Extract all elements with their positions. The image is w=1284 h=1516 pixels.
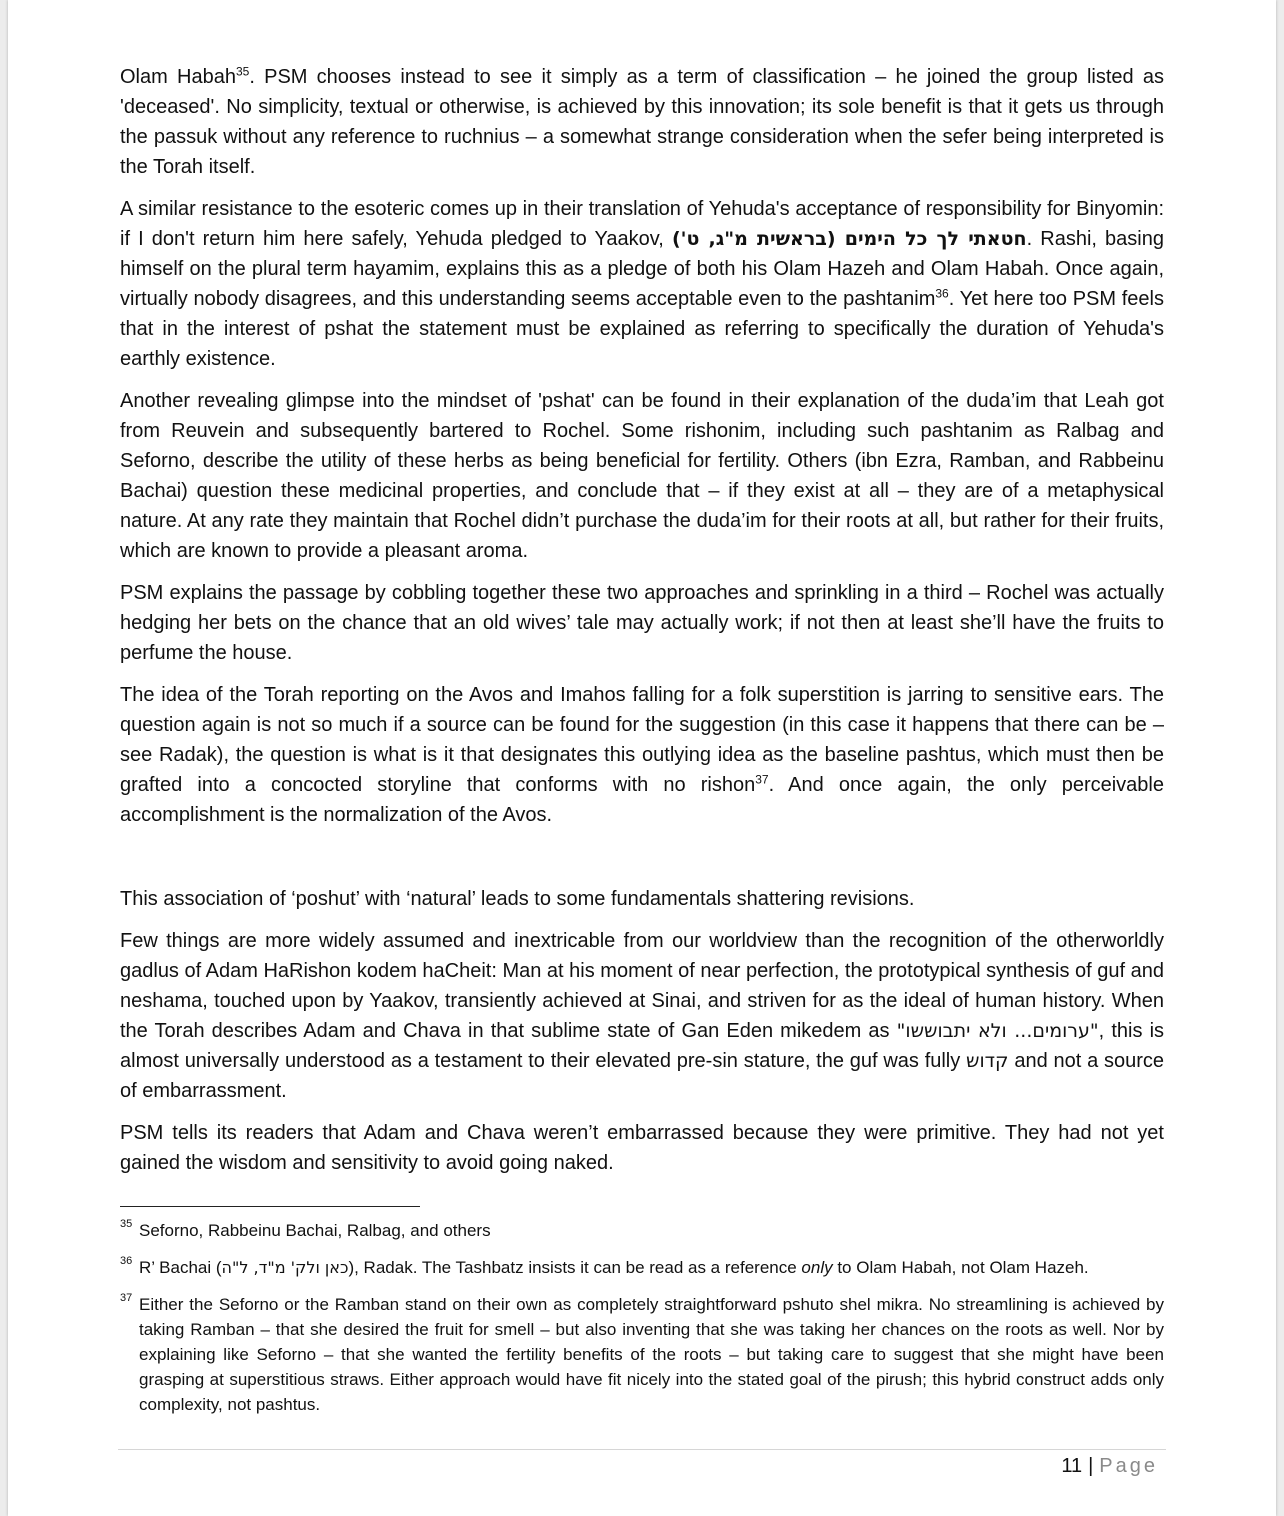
paragraph: PSM explains the passage by cobbling together these two approaches and sprinkling in a third – Rochel was actually hedging her bets on the chance that an old wives’ tale may actually work; if not then at least she’ll have the fruits to perfume the house. <box>120 582 1164 664</box>
emphasis: only <box>801 1258 833 1277</box>
footnote-text: R’ Bachai ( <box>139 1258 222 1277</box>
text-run: A similar resistance to the esoteric comes up in their translation of Yehuda's acceptance of responsibility for Binyomin: if I don't return him here safely, Yehuda pledged to Yaakov, <box>120 198 1164 250</box>
paragraph: This association of ‘poshut’ with ‘natural’ leads to some fundamentals shattering revisions. <box>120 888 915 910</box>
footnote-ref-36: 36 <box>935 286 949 301</box>
text-run: . Yet here too PSM feels that in the interest of pshat the statement must be explained as referring to specifically the duration of Yehuda's earthly existence. <box>120 288 1164 370</box>
footnote-35 <box>120 1218 1164 1243</box>
text-run: . Rashi, basing himself on the plural term hayamim, explains this as a pledge of both his Olam Hazeh and Olam Habah. Once again, virtually nobody disagrees, and this understanding seems acceptable even to the pashtanim <box>120 228 1164 310</box>
footnotes <box>120 1218 1164 1429</box>
footer-divider: | <box>1088 1455 1094 1477</box>
text-run: The idea of the Torah reporting on the Avos and Imahos falling for a folk superstition is jarring to sensitive ears. The question again is not so much if a source can be found for the suggestion (in this case it happens that there can be – see Radak), the question is what is it that designates this outlying idea as the baseline pashtus, which must then be grafted into a concocted storyline that conforms with no rishon <box>120 684 1164 796</box>
footer-separator <box>118 1449 1166 1450</box>
paragraph <box>120 62 1164 182</box>
page-number: 11 <box>1061 1455 1083 1477</box>
text-run: Olam Habah <box>120 66 236 88</box>
paragraph <box>120 194 1164 374</box>
footnote-36 <box>120 1255 1164 1280</box>
footnote-separator <box>120 1206 420 1207</box>
footnote-ref-37: 37 <box>755 772 769 787</box>
footnote-text: ), Radak. The Tashbatz insists it can be read as a reference <box>348 1258 802 1277</box>
footnote-text: Either the Seforno or the Ramban stand on their own as completely straightforward pshuto shel mikra. No streamlining is achieved by taking Ramban – that she desired the fruit for smell – but also inventing that she was taking her chances on the roots as well. Nor by explaining like Seforno – that she wanted the fertility benefits of the roots – but taking care to suggest that she might have been grasping at superstitious straws. Either approach would have fit nicely into the stated goal of the pirush; this hybrid construct adds only complexity, not pashtus. <box>139 1295 1164 1414</box>
text-run: Few things are more widely assumed and inextricable from our worldview than the recognition of the otherworldly gadlus of Adam HaRishon kodem haCheit: Man at his moment of near perfection, the prototypical synthesis of guf and neshama, touched upon by Yaakov, transiently achieved at Sinai, and striven for as the ideal of human history. When the Torah describes Adam and Chava in that sublime state of Gan Eden mikedem as <box>120 930 1164 1042</box>
footnote-number: 37 <box>120 1292 133 1304</box>
hebrew-quote: "ערומים... ולא יתבוששו" <box>896 1020 1099 1042</box>
paragraph: Another revealing glimpse into the mindset of 'pshat' can be found in their explanation of the duda’im that Leah got from Reuvein and subsequently bartered to Rochel. Some rishonim, including such pashtanim as Ralbag and Seforno, describe the utility of these herbs as being beneficial for fertility. Others (ibn Ezra, Ramban, and Rabbeinu Bachai) question these medicinal properties, and conclude that – if they exist at all – they are of a metaphysical nature. At any rate they maintain that Rochel didn’t purchase the duda’im for their roots at all, but rather for their fruits, which are known to provide a pleasant aroma. <box>120 390 1164 562</box>
paragraph <box>120 926 1164 1106</box>
paragraph: PSM tells its readers that Adam and Chava weren’t embarrassed because they were primitive. They had not yet gained the wisdom and sensitivity to avoid going naked. <box>120 1122 1164 1174</box>
footnote-number: 35 <box>120 1218 133 1230</box>
footnote-number: 36 <box>120 1255 133 1267</box>
page-footer <box>1061 1455 1158 1478</box>
paragraph <box>120 680 1164 830</box>
text-run: . PSM chooses instead to see it simply as a term of classification – he joined the group listed as 'deceased'. No simplicity, textual or otherwise, is achieved by this innovation; its sole benefit is that it gets us through the passuk without any reference to ruchnius – a somewhat strange consideration when the sefer being interpreted is the Torah itself. <box>120 66 1164 178</box>
text-run: , this is almost universally understood as a testament to their elevated pre-sin stature, the guf was fully <box>120 1020 1165 1072</box>
footnote-37 <box>120 1292 1164 1417</box>
section-gap <box>120 842 1164 884</box>
hebrew-word: קדוש <box>966 1050 1009 1072</box>
footnote-text: to Olam Habah, not Olam Hazeh. <box>832 1258 1089 1277</box>
footnote-ref-35: 35 <box>235 64 250 79</box>
page-label: Page <box>1099 1455 1158 1477</box>
body-text <box>120 62 1164 1190</box>
hebrew-quote: חטאתי לך כל הימים (בראשית מ"ג, ט') <box>671 228 1027 250</box>
document-page <box>8 0 1276 1516</box>
text-run: and not a source of embarrassment. <box>120 1050 1164 1102</box>
footnote-text: Seforno, Rabbeinu Bachai, Ralbag, and others <box>139 1221 491 1240</box>
text-run: . And once again, the only perceivable accomplishment is the normalization of the Avos. <box>120 774 1164 826</box>
hebrew-citation: כאן ולק' מ"ד, ל"ה <box>221 1258 349 1277</box>
